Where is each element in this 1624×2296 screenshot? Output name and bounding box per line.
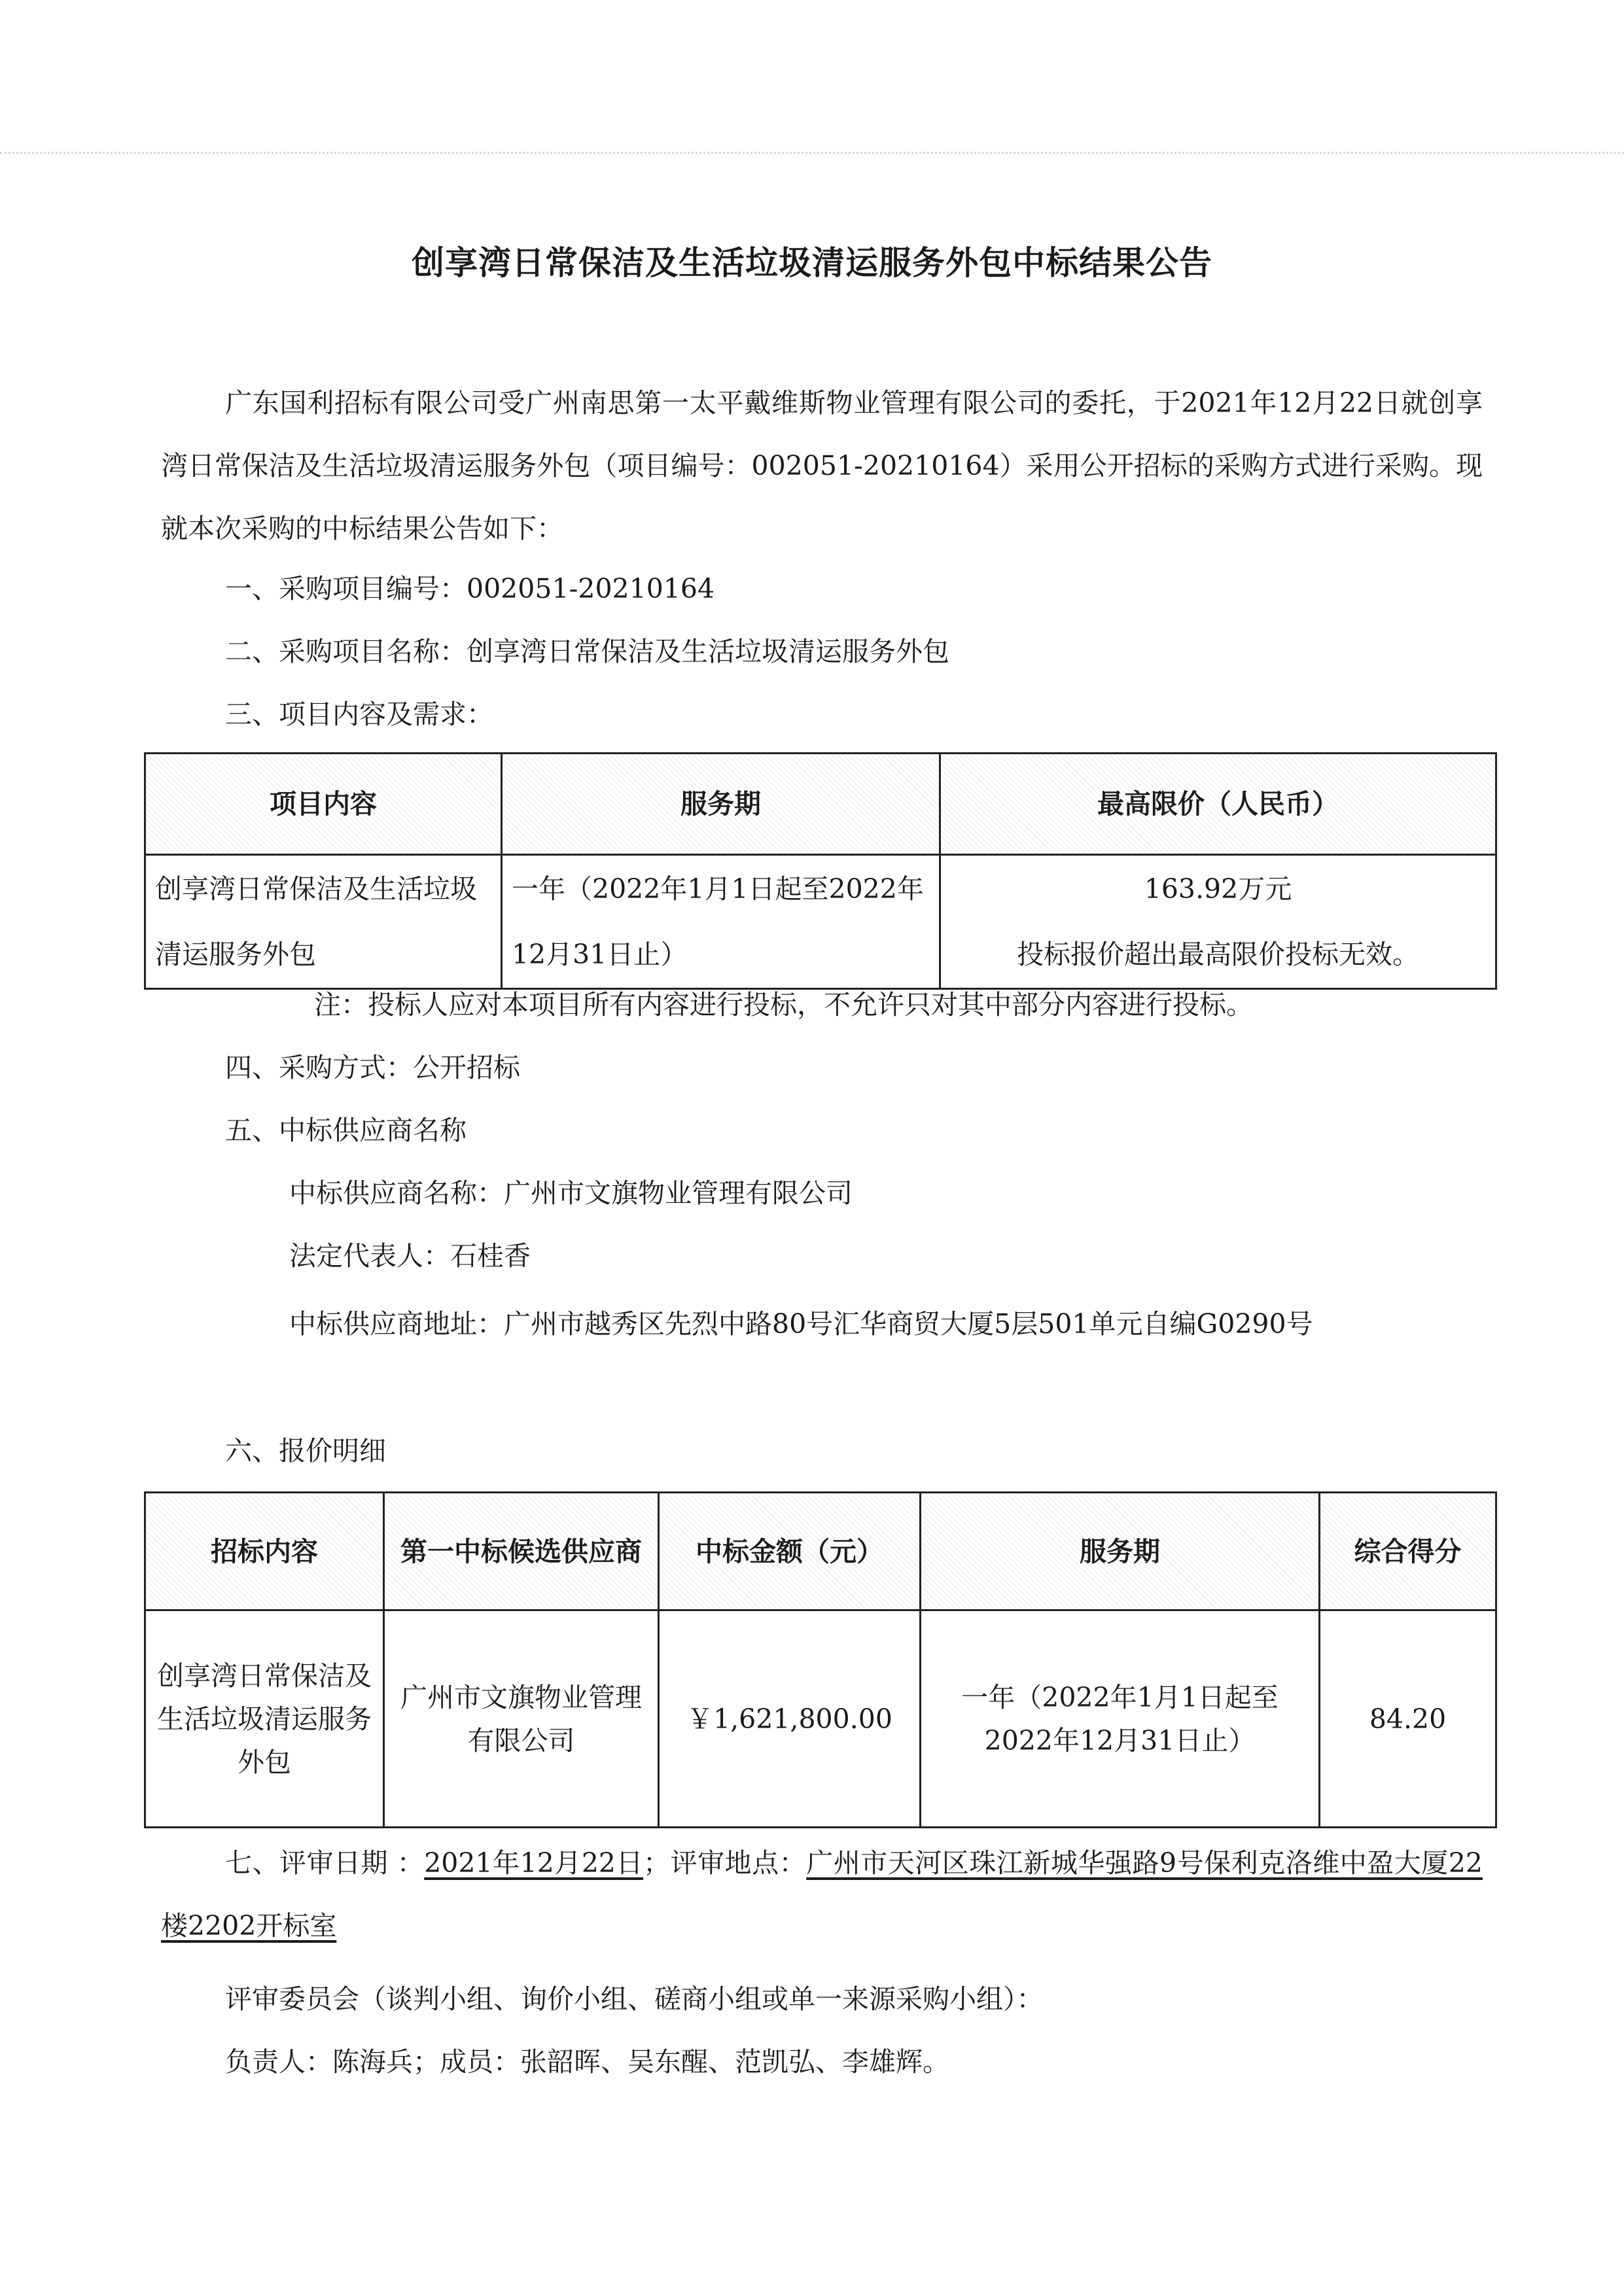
cell-service-period: 一年（2022年1月1日起至2022年12月31日止）	[502, 855, 940, 989]
cell-max-price	[940, 855, 1496, 989]
review-committee: 评审委员会（谈判小组、询价小组、磋商小组或单一来源采购小组）：	[225, 1983, 1044, 2015]
requirements-row	[145, 855, 1496, 989]
quotation-table	[144, 1491, 1497, 1828]
header-winning-amount: 中标金额（元）	[659, 1493, 921, 1610]
header-score: 综合得分	[1320, 1493, 1496, 1610]
bid-note: 注：投标人应对本项目所有内容进行投标，不允许只对其中部分内容进行投标。	[314, 989, 1253, 1020]
review-place-label: ；评审地点：	[643, 1847, 807, 1879]
quotation-row	[145, 1610, 1496, 1828]
header-service-period: 服务期	[921, 1493, 1320, 1610]
page-title: 创享湾日常保洁及生活垃圾清运服务外包中标结果公告	[412, 244, 1212, 282]
section-4-method: 四、采购方式：公开招标	[225, 1052, 520, 1083]
supplier-legal-rep: 法定代表人：石桂香	[289, 1240, 531, 1272]
supplier-name: 中标供应商名称：广州市文旗物业管理有限公司	[289, 1177, 853, 1209]
section-6-heading: 六、报价明细	[225, 1435, 386, 1467]
max-price-value: 163.92万元	[1144, 873, 1292, 905]
section-1-project-number: 一、采购项目编号：002051-20210164	[225, 573, 715, 604]
review-date: 2021年12月22日	[424, 1847, 644, 1879]
requirements-header-row	[145, 754, 1496, 855]
header-project-content: 项目内容	[145, 754, 502, 855]
max-price-note: 投标报价超出最高限价投标无效。	[1017, 939, 1419, 970]
review-place: 广州市天河区珠江新城华强路9号保利克洛维中盈大厦22楼2202开标室	[161, 1847, 1483, 1941]
cell-score: 84.20	[1320, 1610, 1496, 1828]
section-5-heading: 五、中标供应商名称	[225, 1115, 467, 1146]
quotation-header-row	[145, 1493, 1496, 1610]
section-3-heading: 三、项目内容及需求：	[225, 699, 493, 730]
section-7-review	[161, 1832, 1483, 1957]
scan-edge-line	[0, 152, 1624, 154]
header-service-period: 服务期	[502, 754, 940, 855]
committee-members: 负责人：陈海兵；成员：张韶晖、吴东醒、范凯弘、李雄辉。	[225, 2046, 949, 2078]
cell-supplier: 广州市文旗物业管理有限公司	[384, 1610, 659, 1828]
cell-bid-content: 创享湾日常保洁及生活垃圾清运服务外包	[145, 1610, 384, 1828]
cell-period: 一年（2022年1月1日起至2022年12月31日止）	[921, 1610, 1320, 1828]
header-max-price: 最高限价（人民币）	[940, 754, 1496, 855]
review-date-label: 七、评审日期 ：	[225, 1847, 425, 1879]
section-2-project-name: 二、采购项目名称：创享湾日常保洁及生活垃圾清运服务外包	[225, 636, 949, 667]
requirements-table	[144, 752, 1497, 990]
header-bid-content: 招标内容	[145, 1493, 384, 1610]
cell-amount: ￥1,621,800.00	[659, 1610, 921, 1828]
header-first-candidate: 第一中标候选供应商	[384, 1493, 659, 1610]
cell-project-content: 创享湾日常保洁及生活垃圾清运服务外包	[145, 855, 502, 989]
supplier-address: 中标供应商地址：广州市越秀区先烈中路80号汇华商贸大厦5层501单元自编G0290号	[289, 1308, 1313, 1340]
intro-paragraph: 广东国利招标有限公司受广州南思第一太平戴维斯物业管理有限公司的委托，于2021年12月22日就创享湾日常保洁及生活垃圾清运服务外包（项目编号：002051-20210164）采用公开招标的采购方式进行采购。现就本次采购的中标结果公告如下：	[161, 387, 1483, 544]
